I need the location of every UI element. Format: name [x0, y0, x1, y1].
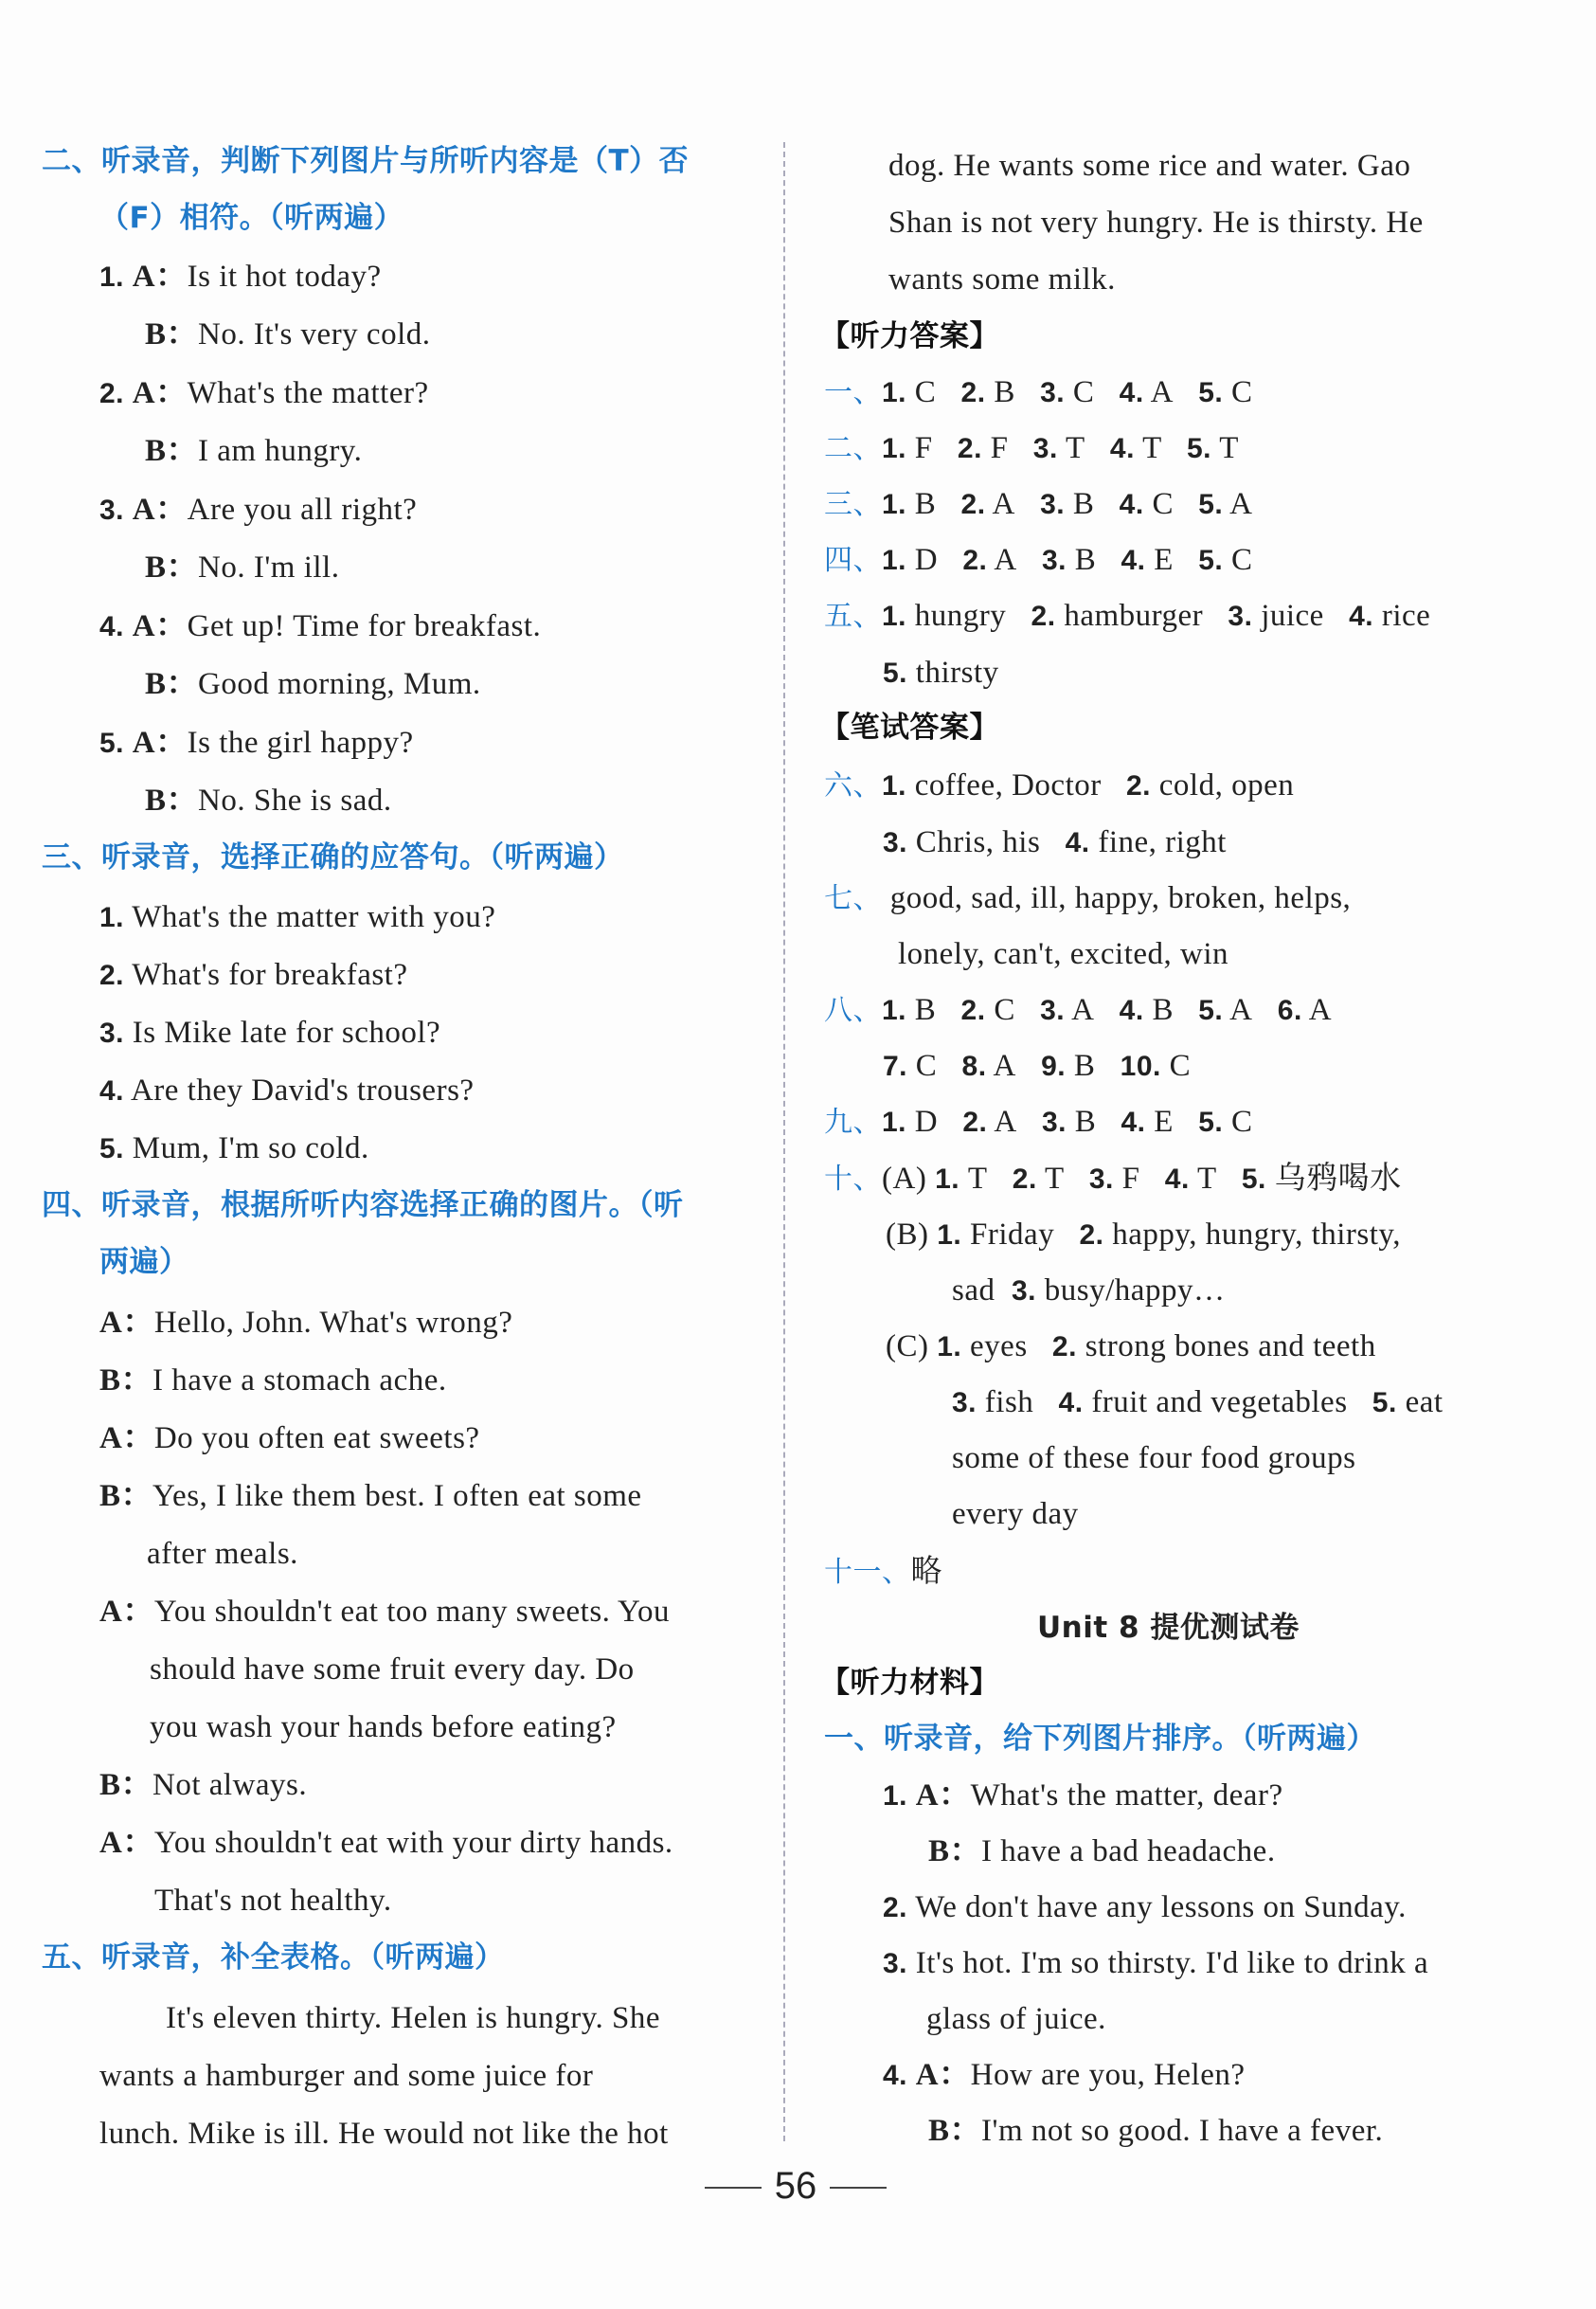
list-item: 4. A：Get up! Time for breakfast. — [99, 609, 542, 643]
dialog-line: after meals. — [147, 1537, 298, 1571]
answer-row: (B) 1. Friday 2. happy, hungry, thirsty, — [886, 1218, 1402, 1252]
answer-row: lonely, can't, excited, win — [898, 937, 1229, 971]
dialog-line: A：You shouldn't eat too many sweets. You — [99, 1595, 670, 1629]
unit-section-1-heading: 一、听录音，给下列图片排序。（听两遍） — [824, 1722, 1376, 1756]
section-5-heading: 五、听录音，补全表格。（听两遍） — [42, 1940, 505, 1975]
dialog-line: A：Do you often eat sweets? — [99, 1421, 480, 1455]
list-item: B：I have a bad headache. — [928, 1834, 1276, 1868]
answer-row: 五、1. hungry 2. hamburger 3. juice 4. rice — [824, 599, 1431, 633]
section-4-heading-cont: 两遍） — [99, 1245, 189, 1279]
dialog-line: should have some fruit every day. Do — [150, 1652, 635, 1687]
answer-row: 四、1. D 2. A 3. B 4. E 5. C — [824, 543, 1253, 577]
answer-row: every day — [952, 1497, 1079, 1531]
section-2-heading: 二、听录音，判断下列图片与所听内容是（T）否 — [42, 144, 690, 178]
column-divider — [783, 142, 785, 2141]
paragraph-line: lunch. Mike is ill. He would not like the hot — [99, 2117, 669, 2151]
answer-row: (C) 1. eyes 2. strong bones and teeth — [886, 1329, 1376, 1363]
list-item: 1. What's the matter with you? — [99, 900, 496, 934]
answer-row: 二、1. F 2. F 3. T 4. T 5. T — [824, 431, 1239, 465]
list-item: 4. Are they David's trousers? — [99, 1073, 475, 1108]
answer-row: sad 3. busy/happy… — [952, 1273, 1226, 1308]
paragraph-line: dog. He wants some rice and water. Gao — [888, 149, 1411, 183]
answer-row: some of these four food groups — [952, 1441, 1356, 1475]
dialog-line: A：Hello, John. What's wrong? — [99, 1306, 513, 1340]
list-item: 4. A：How are you, Helen? — [883, 2058, 1246, 2092]
answer-row: 九、1. D 2. A 3. B 4. E 5. C — [824, 1105, 1253, 1139]
answer-row: 3. Chris, his 4. fine, right — [883, 825, 1227, 859]
list-item: B：I'm not so good. I have a fever. — [928, 2114, 1384, 2148]
page-number: 56 — [644, 2165, 947, 2208]
section-4-heading: 四、听录音，根据所听内容选择正确的图片。（听 — [42, 1188, 684, 1222]
list-item: glass of juice. — [926, 2002, 1106, 2036]
answer-row: 一、1. C 2. B 3. C 4. A 5. C — [824, 375, 1253, 409]
list-item: B：No. It's very cold. — [145, 317, 431, 352]
answer-row: 十一、略 — [824, 1552, 942, 1589]
answer-row: 八、1. B 2. C 3. A 4. B 5. A 6. A — [824, 993, 1333, 1027]
dialog-line: That's not healthy. — [154, 1884, 392, 1918]
paragraph-line: wants some milk. — [888, 262, 1116, 297]
answer-row: 3. fish 4. fruit and vegetables 5. eat — [952, 1385, 1444, 1419]
dialog-line: B：Not always. — [99, 1768, 308, 1802]
list-item: B：No. She is sad. — [145, 784, 392, 818]
listening-material-heading: 【听力材料】 — [820, 1666, 999, 1700]
list-item: 5. Mum, I'm so cold. — [99, 1131, 369, 1165]
answer-row: 三、1. B 2. A 3. B 4. C 5. A — [824, 487, 1253, 521]
list-item: B：No. I'm ill. — [145, 550, 340, 585]
dialog-line: B：Yes, I like them best. I often eat some — [99, 1479, 642, 1513]
written-answers-heading: 【笔试答案】 — [820, 711, 999, 745]
list-item: 3. A：Are you all right? — [99, 493, 418, 527]
dialog-line: B：I have a stomach ache. — [99, 1363, 447, 1398]
section-2-heading-cont: （F）相符。（听两遍） — [99, 201, 404, 235]
list-item: 3. It's hot. I'm so thirsty. I'd like to drink a — [883, 1946, 1429, 1980]
list-item: 2. What's for breakfast? — [99, 958, 408, 992]
list-item: 1. A：What's the matter, dear? — [883, 1778, 1283, 1813]
answer-row: 七、 good, sad, ill, happy, broken, helps, — [824, 881, 1352, 915]
list-item: 5. A：Is the girl happy? — [99, 726, 414, 760]
answer-row: 十、(A) 1. T 2. T 3. F 4. T 5. 乌鸦喝水 — [824, 1159, 1402, 1196]
answer-row: 7. C 8. A 9. B 10. C — [883, 1049, 1192, 1083]
dialog-line: you wash your hands before eating? — [150, 1710, 617, 1744]
list-item: B：Good morning, Mum. — [145, 667, 481, 701]
paragraph-line: It's eleven thirty. Helen is hungry. She — [166, 2001, 661, 2035]
listening-answers-heading: 【听力答案】 — [820, 319, 999, 353]
paragraph-line: Shan is not very hungry. He is thirsty. He — [888, 206, 1424, 240]
list-item: 2. We don't have any lessons on Sunday. — [883, 1890, 1407, 1924]
answer-row: 5. thirsty — [883, 656, 999, 690]
answer-row: 六、1. coffee, Doctor 2. cold, open — [824, 768, 1295, 803]
list-item: 3. Is Mike late for school? — [99, 1016, 441, 1050]
dialog-line: A：You shouldn't eat with your dirty hands. — [99, 1826, 673, 1860]
list-item: 2. A：What's the matter? — [99, 376, 429, 410]
list-item: B：I am hungry. — [145, 434, 363, 468]
list-item: 1. A：Is it hot today? — [99, 260, 382, 294]
unit-title: Unit 8 提优测试卷 — [1037, 1611, 1300, 1645]
section-3-heading: 三、听录音，选择正确的应答句。（听两遍） — [42, 840, 624, 875]
paragraph-line: wants a hamburger and some juice for — [99, 2059, 594, 2093]
